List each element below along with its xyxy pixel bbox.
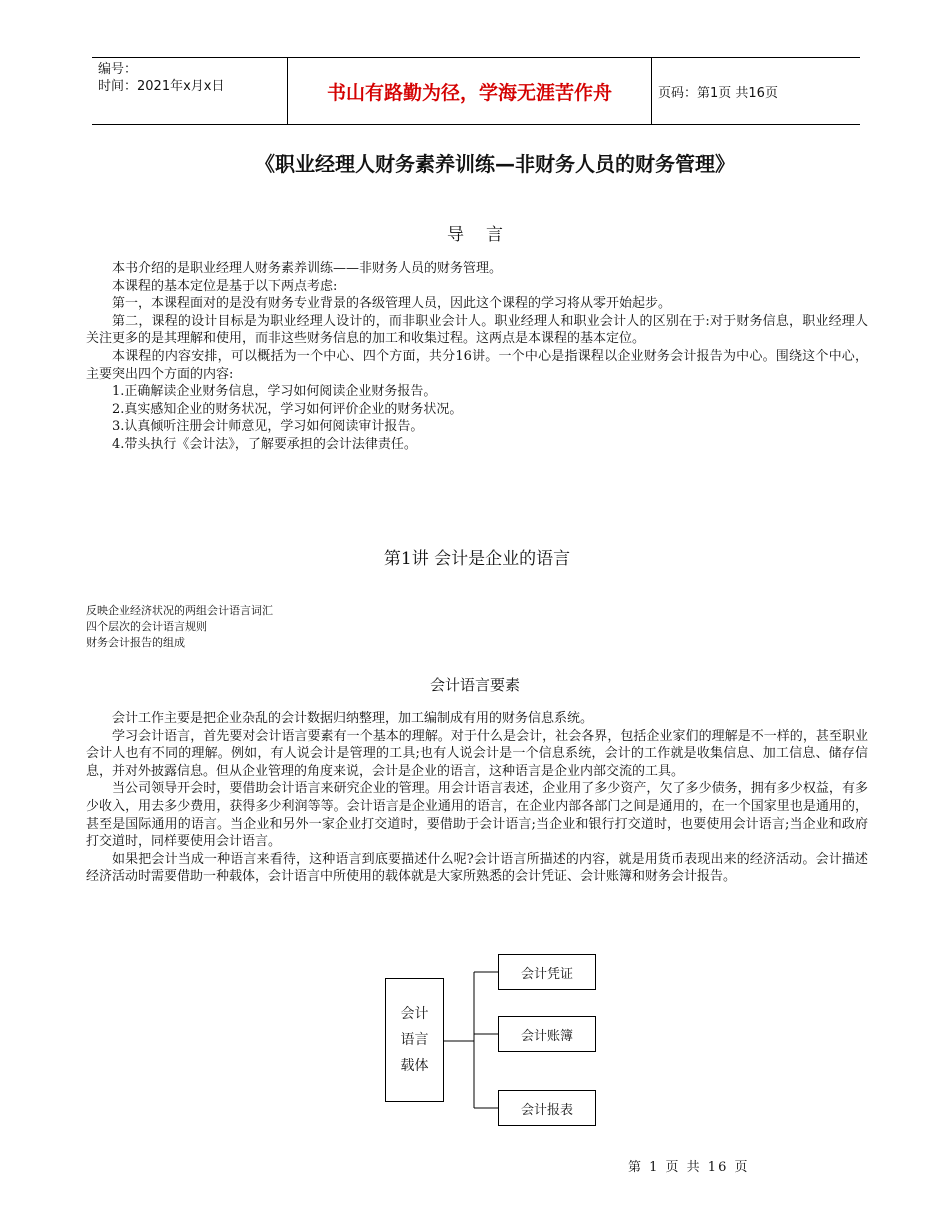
body-paragraph: 会计工作主要是把企业杂乱的会计数据归纳整理，加工编制成有用的财务信息系统。 xyxy=(112,711,594,726)
page-footer: 第 1 页 共 16 页 xyxy=(628,1160,750,1175)
intro-heading: 导言 xyxy=(447,225,525,245)
intro-paragraph: 第一，本课程面对的是没有财务专业背景的各级管理人员，因此这个课程的学习将从零开始起步。 xyxy=(112,296,672,312)
time-label: 时间：2021年x月x日 xyxy=(98,79,225,94)
body-paragraph: 如果把会计当成一种语言来看待，这种语言到底要描述什么呢?会计语言所描述的内容，就是用货币表现出来的经济活动。会计描述经济活动时需要借助一种载体，会计语言中所使用的载体就是大家所熟悉的会计凭证、会计账簿和财务会计报告。 xyxy=(86,851,868,885)
intro-paragraph: 本书介绍的是职业经理人财务素养训练——非财务人员的财务管理。 xyxy=(112,261,503,276)
root-box xyxy=(385,978,444,1102)
body-paragraph: 学习会计语言，首先要对会计语言要素有一个基本的理解。对于什么是会计，社会各界，包括企业家们的理解是不一样的，甚至职业会计人也有不同的理解。例如，有人说会计是管理的工具;也有人说会计是一个信息系统，会计的工作就是收集信息、加工信息、储存信息，并对外披露信息。但从企业管理的角度来说，会计是企业的语言，这种语言是企业内部交流的工具。 xyxy=(86,728,868,779)
body-paragraph: 当公司领导开会时，要借助会计语言来研究企业的管理。用会计语言表述，企业用了多少资产，欠了多少债务，拥有多少权益，有多少收入，用去多少费用，获得多少利润等等。会计语言是企业通用的语言，在企业内部各部门之间是通用的，在一个国家里也是通用的，甚至是国际通用的语言。当企业和另外一家企业打交道时，要借助于会计语言;当企业和银行打交道时，也要使用会计语言;当企业和政府打交道时，同样要使用会计语言。 xyxy=(86,781,868,850)
header-page-info: 页码：第1页 共16页 xyxy=(658,85,778,101)
intro-list-item: 2.真实感知企业的财务状况，学习如何评价企业的财务状况。 xyxy=(112,401,463,417)
outline-item: 财务会计报告的组成 xyxy=(86,636,185,649)
child-box-voucher: 会计凭证 xyxy=(498,954,596,990)
document-title: 《职业经理人财务素养训练—非财务人员的财务管理》 xyxy=(255,152,735,176)
intro-list-item: 1.正确解读企业财务信息，学习如何阅读企业财务报告。 xyxy=(112,384,437,400)
intro-list-item: 3.认真倾听注册会计师意见，学习如何阅读审计报告。 xyxy=(112,419,424,435)
lecture-title: 第1讲 会计是企业的语言 xyxy=(383,549,571,569)
section-heading: 会计语言要素 xyxy=(429,676,520,694)
intro-paragraph: 第二，课程的设计目标是为职业经理人设计的，而非职业会计人。职业经理人和职业会计人的区别在于:对于财务信息，职业经理人关注更多的是其理解和使用，而非这些财务信息的加工和收集过程。这两点是本课程的基本定位。 xyxy=(86,313,868,347)
outline-item: 反映企业经济状况的两组会计语言词汇 xyxy=(86,604,273,617)
intro-paragraph: 本课程的内容安排，可以概括为一个中心、四个方面，共分16讲。一个中心是指课程以企业财务会计报告为中心。围绕这个中心，主要突出四个方面的内容: xyxy=(86,348,868,382)
number-label: 编号： xyxy=(98,62,138,77)
outline-item: 四个层次的会计语言规则 xyxy=(86,620,207,633)
child-box-ledger: 会计账簿 xyxy=(498,1016,596,1052)
child-box-report: 会计报表 xyxy=(498,1090,596,1126)
header-motto: 书山有路勤为径，学海无涯苦作舟 xyxy=(287,58,652,124)
intro-paragraph: 本课程的基本定位是基于以下两点考虑: xyxy=(112,278,338,294)
intro-list-item: 4.带头执行《会计法》，了解要承担的会计法律责任。 xyxy=(112,436,417,452)
root-label: 会计语言载体 xyxy=(400,1006,429,1074)
